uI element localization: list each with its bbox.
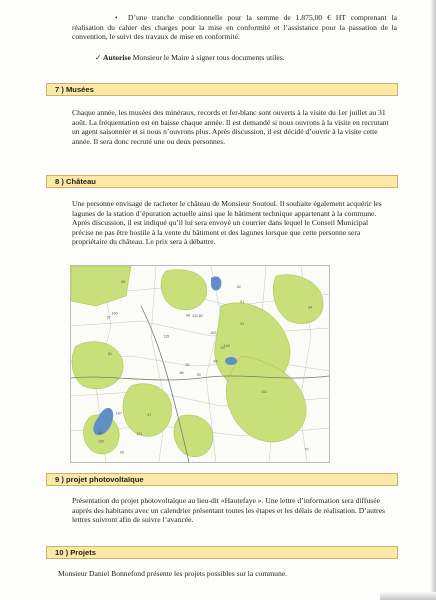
parcel-label: 64: [213, 359, 218, 364]
parcel-label: 33: [196, 373, 201, 378]
parcel-label: 120: [98, 439, 105, 444]
parcel-label: 91: [240, 322, 245, 327]
parcel-label: 160: [111, 311, 118, 316]
section-title: ) Projets: [63, 548, 96, 557]
parcel-label: 43: [220, 345, 225, 350]
authorization-line: [103, 53, 403, 63]
parcel-label: 102: [210, 331, 217, 336]
parcel-label: 81: [108, 351, 112, 356]
section-text-photovoltaique: Présentation du projet photovoltaïque au lieu-dit «Hautefaye ». Une lettre d’information sera diffusée auprès des habitants avec un calendrier présentant toutes les étapes et les délais de réalisation. D’autres lettres suivront afin de suivre l’avancée.: [72, 496, 385, 525]
section-header-photovoltaique: [46, 473, 398, 486]
section-number: 7: [55, 85, 60, 94]
parcel-label: 40: [97, 431, 102, 435]
parcel-label: 131: [192, 314, 198, 318]
parcel-label: 52: [236, 284, 241, 289]
parcel-label: 84: [308, 305, 313, 310]
section-title: ) Château: [59, 177, 96, 186]
parcel-label: 60: [198, 313, 203, 318]
section-title: ) projet photovoltaïque: [59, 475, 144, 484]
parcel-label: 98: [186, 313, 190, 318]
section-number: 9: [55, 475, 60, 484]
parcel-label: 47: [147, 413, 152, 418]
section-header-projets: [46, 546, 398, 559]
section-header-musees: [46, 83, 398, 96]
parcel-label: 93: [119, 450, 124, 455]
section-title: ) Musées: [59, 85, 94, 94]
parcel-label: 86: [179, 371, 184, 376]
parcel-label: 115: [163, 334, 170, 339]
parcel-label: 37: [106, 315, 111, 320]
parcel-label: 39: [185, 363, 190, 368]
parcel-label: 107: [115, 411, 122, 416]
section-number: 8: [55, 177, 60, 186]
authorization-bold: Autorise: [103, 53, 131, 62]
parcel-label: 68: [121, 280, 126, 285]
section-number: 10: [55, 548, 64, 557]
parcel-label: 123: [136, 431, 143, 436]
section-text-chateau: Une personne envisage de racheter le château de Monsieur Soutoul. Il souhaite également acquérir les lagunes de la station d’épuration actuelle ainsi que le bâtiment technique appartenant à la commune. Après discussion, il est indiqué qu’il lui sera envoyé un courrier dans lequel le Conseil Municipal précise ne pas être hostile à la vente du bâtiment et des lagunes lorsque que cette personne sera propriétaire du château. Le prix sera à débattre.: [72, 199, 382, 247]
parcel-label: 140: [223, 344, 230, 349]
cadastral-map: [70, 265, 330, 463]
check-icon: ✓: [95, 53, 102, 62]
section-text-musees: Chaque année, les musées des minéraux, records et fer-blanc sont ouverts à la visite du 1er juillet au 31 août. La fréquentation est en baisse chaque année. Il est demandé si nous ouvrons à la visite en recrutant un agent saisonnier et si nous n’ouvrons plus. Après discussion, il est décidé d’ouvrir à la visite cette année. Il sera donc recruté une ou deux personnes.: [72, 108, 389, 146]
parcel-label: 61: [240, 299, 245, 304]
page-edge-shadow: [430, 0, 436, 600]
section-text-projets: Monsieur Daniel Bonnefond présente les projets possibles sur la commune.: [58, 569, 288, 578]
parcel-label: 70: [304, 447, 309, 452]
cadastral-map-drawing: [71, 266, 329, 462]
authorization-rest: Monsieur le Maire à signer tous documents utiles.: [130, 53, 285, 62]
page-corner-shadow: [380, 592, 436, 600]
bullet-dot: •: [115, 14, 118, 22]
section-header-chateau: [46, 175, 398, 188]
bullet-text: D’une tranche conditionnelle pour la somme de 1.875,00 € HT comprenant la réalisation du cahier des charges pour la mise en conformité et l’assistance pour la passation de la convention, le suivi des travaux de mise en conformité.: [72, 13, 397, 42]
parcel-label: 151: [261, 389, 268, 394]
